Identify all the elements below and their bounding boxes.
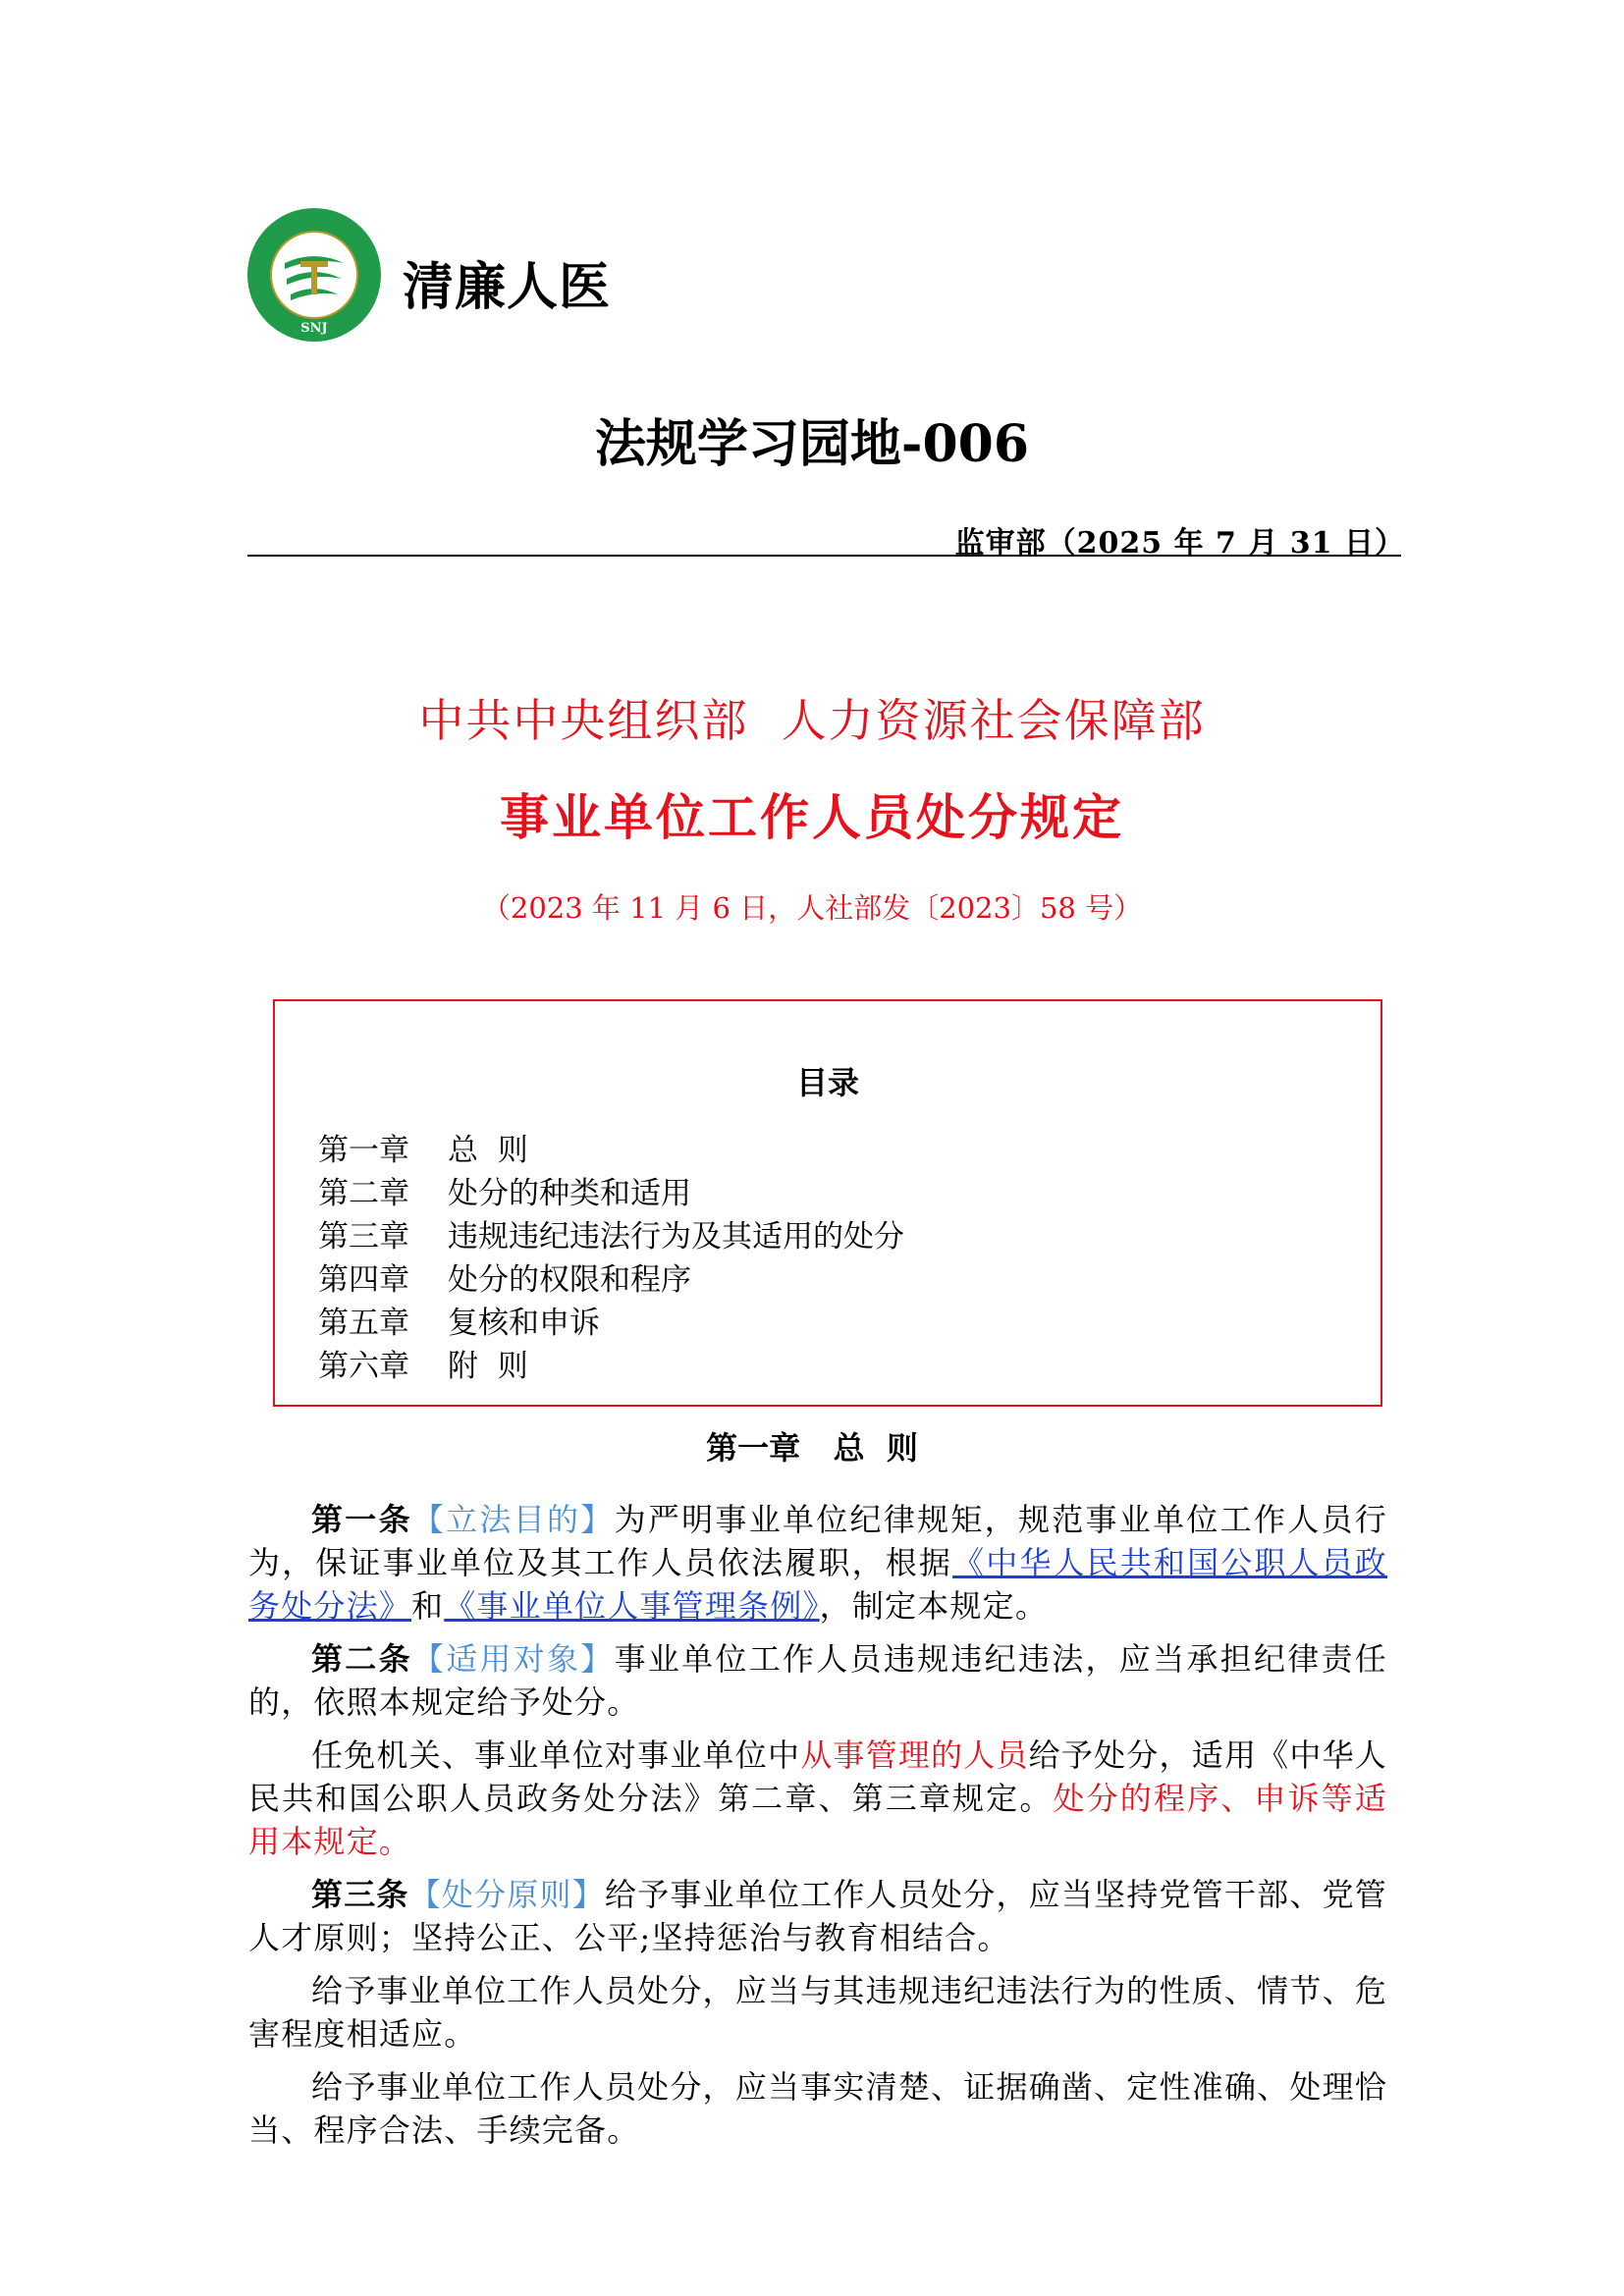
highlight-text: 从事管理的人员: [800, 1736, 1029, 1774]
toc-list: [318, 1129, 904, 1388]
article-3-paragraph-2: 给予事业单位工作人员处分，应当与其违规违纪违法行为的性质、情节、危害程度相适应。: [248, 1972, 1387, 2053]
chapter-heading: 第一章 总 则: [706, 1429, 918, 1467]
issuing-authority: 中共中央组织部 人力资源社会保障部: [418, 694, 1206, 747]
regulation-title: 事业单位工作人员处分规定: [500, 788, 1124, 846]
page-title: 法规学习园地-006: [594, 414, 1030, 474]
toc-item[interactable]: [318, 1172, 904, 1215]
toc-chapter: 第四章: [318, 1262, 409, 1298]
regulation-link[interactable]: 《事业单位人事管理条例》: [444, 1587, 820, 1625]
article-label: 第一条: [311, 1501, 412, 1538]
toc-item[interactable]: [318, 1302, 904, 1345]
article-2-paragraph-2: [248, 1734, 1387, 1863]
article-tag: 【立法目的】: [411, 1501, 615, 1538]
article-text: ，制定本规定。: [819, 1587, 1049, 1625]
chapter-body: [248, 1498, 1387, 2162]
toc-item[interactable]: [318, 1345, 904, 1388]
toc-name: 违规违纪违法行为及其适用的处分: [448, 1219, 904, 1255]
article-text: 给予处分，适用《中华人民共和国公职人员政务处分法》第二章、第三章规定。: [248, 1736, 1387, 1817]
article-label: 第三条: [311, 1876, 409, 1913]
toc-name: 处分的种类和适用: [448, 1176, 691, 1211]
toc-item[interactable]: [318, 1258, 904, 1302]
article-tag: 【适用对象】: [411, 1640, 615, 1678]
toc-name: 总 则: [448, 1133, 528, 1168]
seal-ring-text: SNJ: [300, 321, 328, 336]
toc-chapter: 第一章: [318, 1133, 409, 1168]
toc-name: 处分的权限和程序: [448, 1262, 691, 1298]
article-text: 和: [411, 1587, 445, 1625]
toc-chapter: 第六章: [318, 1349, 409, 1384]
department-date: 监审部（2025 年 7 月 31 日）: [954, 526, 1405, 561]
hospital-seal-icon: [245, 206, 383, 344]
article-text: 给予事业单位工作人员处分，应当坚持党管干部、党管人才原则；坚持公正、公平;坚持惩治与教育相结合。: [248, 1876, 1387, 1956]
header-divider: [247, 555, 1401, 557]
article-text: 事业单位工作人员违规违纪违法，应当承担纪律责任的，依照本规定给予处分。: [248, 1640, 1387, 1721]
article-3-paragraph-3: 给予事业单位工作人员处分，应当事实清楚、证据确凿、定性准确、处理恰当、程序合法、手续完备。: [248, 2068, 1387, 2149]
article-text: 任免机关、事业单位对事业单位中: [311, 1736, 801, 1774]
article-label: 第二条: [311, 1640, 412, 1678]
toc-name: 附 则: [448, 1349, 528, 1384]
article-1: [248, 1498, 1387, 1628]
article-text: 为严明事业单位纪律规矩，规范事业单位工作人员行为，保证事业单位及其工作人员依法履职，根据: [248, 1501, 1387, 1581]
toc-item[interactable]: [318, 1129, 904, 1172]
toc-chapter: 第五章: [318, 1306, 409, 1341]
law-link[interactable]: 《中华人民共和国公职人员政务处分法》: [248, 1544, 1388, 1625]
toc-name: 复核和申诉: [448, 1306, 600, 1341]
toc-chapter: 第二章: [318, 1176, 409, 1211]
highlight-text: 处分的程序、申诉等适用本规定。: [248, 1780, 1387, 1860]
article-2: [248, 1637, 1387, 1724]
table-of-contents: [273, 999, 1382, 1407]
toc-title: 目录: [795, 1064, 859, 1101]
article-3: [248, 1873, 1387, 1959]
article-tag: 【处分原则】: [408, 1876, 605, 1913]
toc-chapter: 第三章: [318, 1219, 409, 1255]
regulation-meta: （2023 年 11 月 6 日，人社部发〔2023〕58 号）: [481, 891, 1143, 925]
brand-name: 清廉人医: [403, 258, 612, 317]
toc-item[interactable]: [318, 1215, 904, 1258]
